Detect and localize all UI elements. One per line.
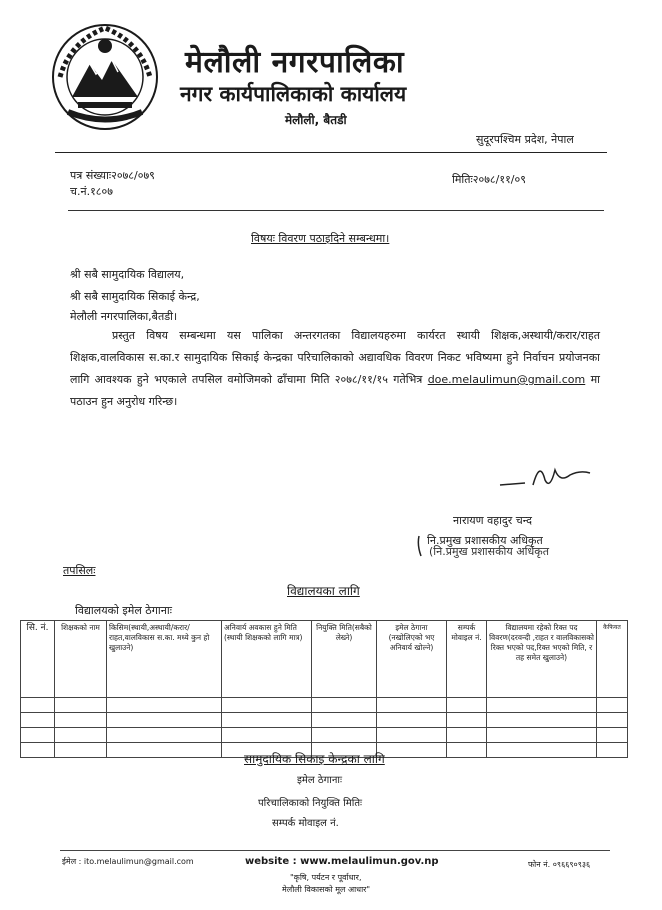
letter-subject: विषयः विवरण पठाइदिने सम्बन्धमा।	[251, 232, 390, 245]
col-header: इमेल ठेगाना (नखोलिएको भए अनिवार्य खोल्ने)	[377, 621, 447, 698]
signatory-designation	[454, 538, 570, 553]
col-header: अनिवार्य अवकास हुने मिति (स्थायी शिक्षकको लागि मात्र)	[222, 621, 312, 698]
col-header: सि. नं.	[21, 621, 55, 698]
handwritten-signature	[495, 455, 595, 495]
table-row	[21, 698, 628, 713]
col-header: विद्यालयमा रहेको रिक्त पद विवरण(दरवन्दी ,राहत र वालविकासको रिक्त भएको पद,रिक्त भएको मिति, र तह समेत खुलाउने)	[487, 621, 597, 698]
office-name: नगर कार्यपालिकाको कार्यालय	[180, 82, 407, 106]
col-header: शिक्षकको नाम	[55, 621, 107, 698]
center-mobile-label: सम्पर्क मोवाइल नं.	[272, 818, 339, 829]
col-header: कैफियत	[597, 621, 628, 698]
school-section-title: विद्यालयका लागि	[287, 584, 360, 598]
recipient-line: श्री सबै सामुदायिक विद्यालय,	[70, 268, 185, 281]
footer-slogan-line: मेलौली विकासको मूल आधार"	[282, 885, 371, 894]
body-email-link[interactable]: doe.melaulimun@gmail.com	[427, 373, 586, 386]
school-email-label: विद्यालयको इमेल ठेगानाः	[75, 604, 172, 617]
svg-text:(नि.प्रमुख प्रशासकीय अधिकृत: (नि.प्रमुख प्रशासकीय अधिकृत	[429, 545, 550, 558]
svg-text:नि.प्रमुख प्रशासकीय अधिकृत: नि.प्रमुख प्रशासकीय अधिकृत	[427, 534, 543, 547]
table-header-row	[21, 621, 628, 698]
footer-divider	[60, 850, 610, 851]
office-location: मेलौली, बैतडी	[285, 113, 347, 127]
reference-divider	[68, 210, 604, 211]
dispatch-number: च.नं.१८०७	[70, 185, 113, 198]
letter-number: पत्र संख्याः२०७८/०७९	[70, 169, 155, 182]
letter-body	[70, 325, 600, 413]
letter-date: मितिः२०७८/११/०९	[452, 173, 526, 186]
footer-phone: फोन नं. ०९६६९०९३६	[528, 860, 591, 869]
header-divider	[55, 152, 607, 153]
footer-slogan-line: "कृषि, पर्यटन र पूर्वाधार,	[290, 873, 362, 882]
recipient-line: श्री सबै सामुदायिक सिकाई केन्द्र,	[70, 290, 200, 303]
region-label: सुदूरपश्चिम प्रदेश, नेपाल	[476, 133, 574, 146]
center-appointment-date-label: परिचालिकाको नियुक्ति मितिः	[258, 798, 363, 809]
recipient-line: मेलौली नगरपालिका,बैतडी।	[70, 310, 178, 323]
learning-center-title: सामुदायिक सिकाइ केन्द्रका लागि	[244, 752, 385, 766]
col-header: नियुक्ति मिति(सबैको लेख्ने)	[312, 621, 377, 698]
table-row	[21, 713, 628, 728]
col-header: सम्पर्क मोवाइल नं.	[447, 621, 487, 698]
body-text: प्रस्तुत विषय सम्बन्धमा यस पालिका अन्तरगतका विद्यालयहरुमा कार्यरत स्थायी शिक्षक,अस्थायी/करार/राहत शिक्षक,वालविकास स.का.र सामुदायिक सिकाई केन्द्रका परिचालिकाको अद्यावधिक विवरण निकट भविष्यमा हुने निर्वाचन प्रयोजनका लागि आवश्यक हुने भएकाले तपसिल वमोजिमको ढाँचामा मिति २०७८/११/१५ गतेभित्र	[70, 329, 600, 386]
signatory-name: नारायण वहादुर चन्द	[453, 514, 532, 527]
footer-website: website : www.melaulimun.gov.np	[245, 856, 439, 867]
municipality-emblem	[50, 22, 160, 132]
body-text-end: मा पठाउन हुन अनुरोध गरिन्छ।	[70, 373, 601, 408]
col-header: किसिम(स्थायी,अस्थायी/करार/राहत,वालविकास स.का. मध्ये कुन हो खुलाउने)	[107, 621, 222, 698]
municipality-name: मेलौली नगरपालिका	[185, 45, 405, 80]
school-staff-table	[20, 620, 628, 758]
center-email-label: इमेल ठेगानाः	[297, 775, 343, 786]
footer-email: ईमेल : ito.melaulimun@gmail.com	[62, 857, 194, 866]
annex-label: तपसिलः	[63, 564, 96, 577]
table-row	[21, 728, 628, 743]
